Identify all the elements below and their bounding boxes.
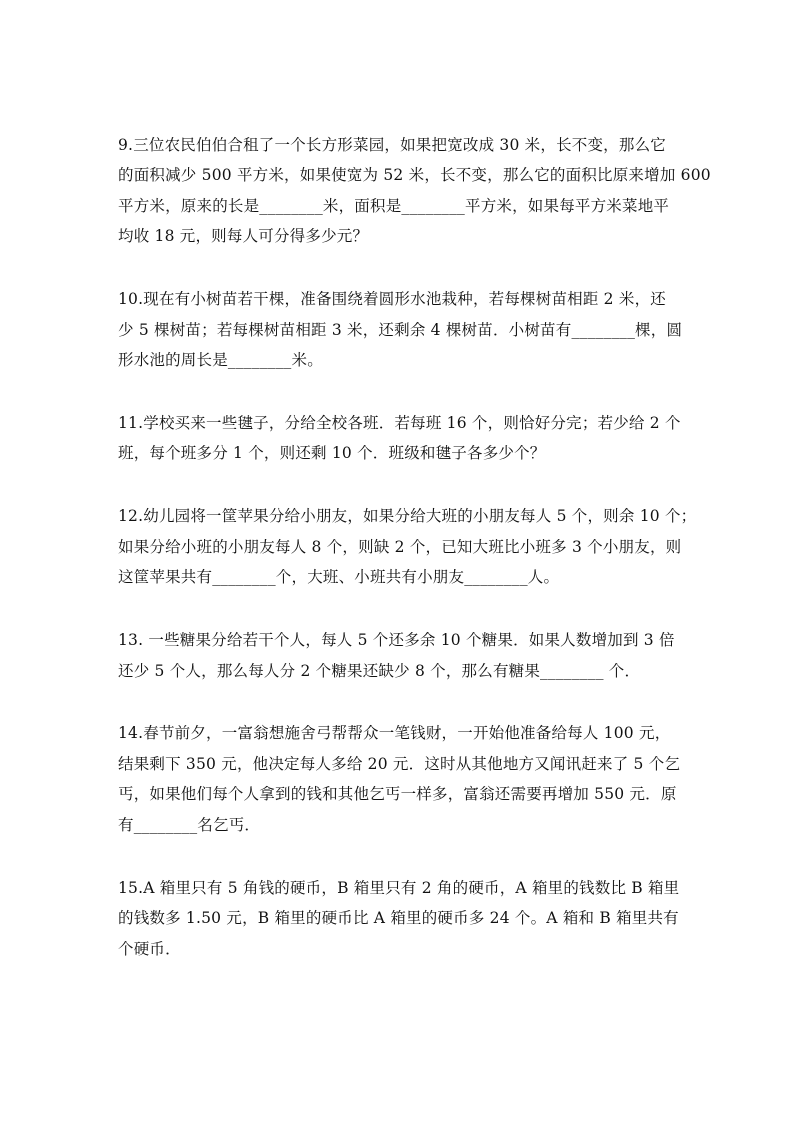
problem-14-line-4: 有________名乞丐． — [118, 816, 261, 834]
problem-12-line-3: 这筐苹果共有________个，大班、小班共有小朋友________人。 — [118, 568, 560, 586]
problem-9-line-4: 均收 18 元，则每人可分得多少元？ — [118, 227, 369, 245]
problem-10-line-1: 10.现在有小树苗若干棵，准备围绕着圆形水池栽种，若每棵树苗相距 2 米，还 — [118, 290, 666, 308]
problem-10-line-3: 形水池的周长是________米。 — [118, 351, 323, 369]
problem-11-line-1: 11.学校买来一些毽子，分给全校各班．若每班 16 个，则恰好分完；若少给 2 个 — [118, 414, 681, 432]
problem-13-line-2: 还少 5 个人，那么每人分 2 个糖果还缺少 8 个，那么有糖果________ 个． — [118, 662, 641, 680]
problem-9-line-1: 9.三位农民伯伯合租了一个长方形菜园，如果把宽改成 30 米，长不变，那么它 — [118, 136, 666, 154]
problem-12-line-1: 12.幼儿园将一筐苹果分给小朋友，如果分给大班的小朋友每人 5 个，则余 10 个； — [118, 507, 697, 525]
problem-10-line-2: 少 5 棵树苗；若每棵树苗相距 3 米，还剩余 4 棵树苗．小树苗有________棵，圆 — [118, 321, 683, 339]
problem-13-line-1: 13. 一些糖果分给若干个人，每人 5 个还多余 10 个糖果．如果人数增加到 3 倍 — [118, 631, 675, 649]
problem-12-line-2: 如果分给小班的小朋友每人 8 个，则缺 2 个，已知大班比小班多 3 个小朋友，则 — [118, 538, 682, 556]
problem-11-line-2: 班，每个班多分 1 个，则还剩 10 个．班级和毽子各多少个？ — [118, 444, 546, 462]
problem-14-line-3: 丐，如果他们每个人拿到的钱和其他乞丐一样多，富翁还需要再增加 550 元．原 — [118, 785, 677, 803]
problem-14-line-1: 14.春节前夕，一富翁想施舍弓帮帮众一笔钱财，一开始他准备给每人 100 元， — [118, 724, 671, 742]
problem-9-line-3: 平方米，原来的长是________米，面积是________平方米，如果每平方米菜地平 — [118, 197, 670, 215]
problem-15-line-1: 15.A 箱里只有 5 角钱的硬币，B 箱里只有 2 角的硬币，A 箱里的钱数比 B 箱里 — [118, 879, 680, 897]
problem-15-line-3: 个硬币． — [118, 940, 181, 958]
problem-9-line-2: 的面积减少 500 平方米，如果使宽为 52 米，长不变，那么它的面积比原来增加 600 — [118, 166, 711, 184]
problem-15-line-2: 的钱数多 1.50 元，B 箱里的硬币比 A 箱里的硬币多 24 个。A 箱和 B 箱里共有 — [118, 909, 679, 927]
problem-14-line-2: 结果剩下 350 元，他决定每人多给 20 元．这时从其他地方又闻讯赶来了 5 个乞 — [118, 755, 681, 773]
